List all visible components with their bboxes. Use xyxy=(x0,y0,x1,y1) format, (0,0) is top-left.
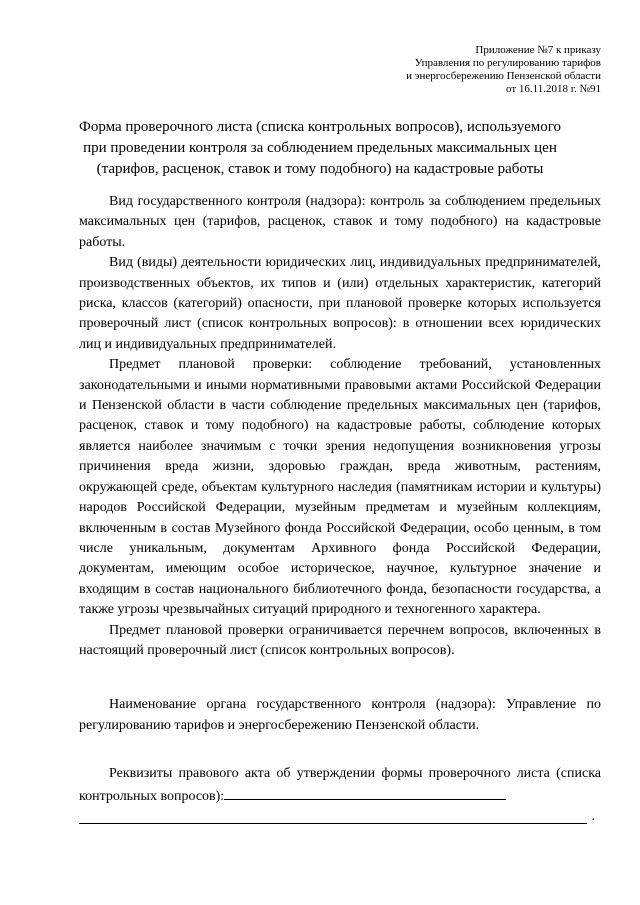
document-body xyxy=(79,192,601,824)
paragraph-activity-types: Вид (виды) деятельности юридических лиц, индивидуальных предпринимателей, производственных объектов, их типов и (или) отдельных характеристик, категорий риска, классов (категорий) опасности, при плановой проверке которых используется проверочный лист (список контрольных вопросов): в отношении всех юридических лиц и индивидуальных предпринимателей. xyxy=(79,255,601,352)
appendix-line-2: Управления по регулированию тарифов xyxy=(414,57,601,69)
legal-act-blank-line xyxy=(224,785,506,800)
document-title: Форма проверочного листа (списка контрольных вопросов), используемого при проведении контроля за соблюдением предельных максимальных цен (тарифов, расценок, ставок и тому подобного) на кадастровые работы xyxy=(78,119,562,177)
paragraph-control-type: Вид государственного контроля (надзора): контроль за соблюдением предельных максимальных цен (тарифов, расценок, ставок и тому подобного) на кадастровые работы. xyxy=(79,194,601,250)
legal-act-text: Реквизиты правового акта об утверждении формы проверочного листа (списка контрольных вопросов): xyxy=(79,766,601,804)
appendix-line-3: и энергосбережению Пензенской области xyxy=(406,70,601,82)
legal-act-blank-line-2 xyxy=(79,808,595,824)
appendix-header xyxy=(281,44,601,96)
appendix-line-1: Приложение №7 к приказу xyxy=(475,44,601,56)
legal-act-line-end: . xyxy=(591,808,595,824)
paragraph-authority-name: Наименование органа государственного контроля (надзора): Управление по регулированию тарифов и энергосбережению Пензенской области. xyxy=(79,697,601,733)
paragraph-legal-act xyxy=(79,764,601,807)
paragraph-inspection-subject: Предмет плановой проверки: соблюдение требований, установленных законодательными и иными нормативными правовыми актами Российской Федерации и Пензенской области в части соблюдение предельных максимальных цен (тарифов, расценок, ставок и тому подобного) на кадастровые работы, соблюдение которых является наиболее значимым с точки зрения недопущения возникновения угрозы причинения вреда жизни, здоровью граждан, вреда животным, растениям, окружающей среде, объектам культурного наследия (памятникам истории и культуры) народов Российской Федерации, музейным предметам и музейным коллекциям, включенным в состав Музейного фонда Российской Федерации, особо ценным, в том числе уникальным, документам Архивного фонда Российской Федерации, документам, имеющим особое историческое, научное, культурное значение и входящим в состав национального библиотечного фонда, безопасности государства, а также угрозы чрезвычайных ситуаций природного и техногенного характера. xyxy=(79,357,601,618)
appendix-line-4: от 16.11.2018 г. №91 xyxy=(505,83,601,95)
paragraph-inspection-limit: Предмет плановой проверки ограничивается перечнем вопросов, включенных в настоящий проверочный лист (список контрольных вопросов). xyxy=(79,622,601,658)
